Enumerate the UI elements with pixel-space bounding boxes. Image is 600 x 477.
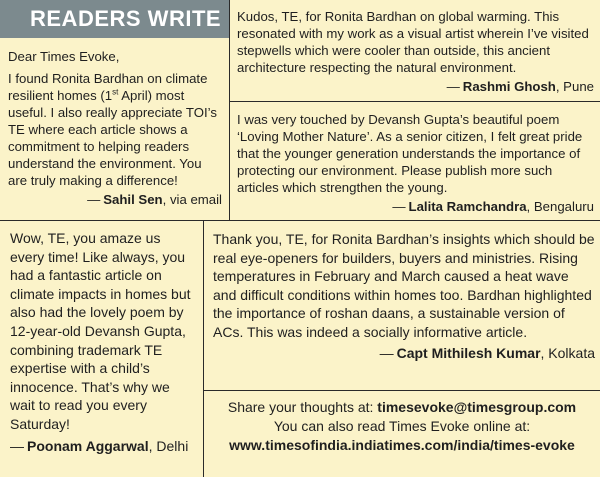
section-header xyxy=(0,0,229,38)
letter-body: Thank you, TE, for Ronita Bardhan’s insights which should be real eye-openers for builders, buyers and ministries. Rising temperatures in February and March caused a heat wave and difficult conditions within homes too. Bardhan highlighted the importance of roshan daans, a sustainable version of ACs. This was indeed a socially informative article. xyxy=(213,231,595,340)
column-divider-bottom xyxy=(203,220,204,477)
letter-mithilesh-kumar xyxy=(213,230,595,362)
share-line-email: Share your thoughts at: timesevoke@timesgroup.com xyxy=(227,399,577,415)
author-place: , via email xyxy=(162,192,222,207)
row-divider-top-right xyxy=(230,101,600,102)
author-name: Rashmi Ghosh xyxy=(462,79,556,94)
letter-signature: — Sahil Sen, via email xyxy=(87,192,222,207)
letter-lalita-ramchandra xyxy=(237,111,594,215)
letter-signature: — Rashmi Ghosh, Pune xyxy=(446,79,594,94)
letter-signature: — Lalita Ramchandra, Bengaluru xyxy=(392,199,594,214)
letter-body: I found Ronita Bardhan on climate resilient homes (1st April) most useful. I also really appreciate TOI’s TE where each article shows a commitment to helping readers understand the environment. You are truly making a difference! xyxy=(8,71,217,188)
letter-rashmi-ghosh xyxy=(237,8,594,95)
website-link[interactable]: www.timesofindia.indiatimes.com/india/times-evoke xyxy=(229,437,575,453)
author-place: , Bengaluru xyxy=(526,199,594,214)
share-line-url xyxy=(206,436,598,455)
author-name: Poonam Aggarwal xyxy=(27,437,149,454)
share-thoughts-box xyxy=(206,398,598,455)
letter-signature: — Capt Mithilesh Kumar, Kolkata xyxy=(379,344,595,361)
author-place: , Pune xyxy=(555,79,594,94)
letter-signature: — Poonam Aggarwal, Delhi xyxy=(10,437,189,454)
share-line-online: You can also read Times Evoke online at: xyxy=(273,418,531,434)
email-link[interactable]: timesevoke@timesgroup.com xyxy=(377,399,577,415)
letter-body: Wow, TE, you amaze us every time! Like always, you had a fantastic article on climate impacts in homes but also had the lovely poem by 12-year-old Devansh Gupta, combining trademark TE expertise with a child’s innocence. That’s why we wait to read you every Saturday! xyxy=(10,230,191,432)
author-place: , Delhi xyxy=(148,437,189,454)
author-place: , Kolkata xyxy=(540,344,595,361)
letter-salutation: Dear Times Evoke, xyxy=(8,49,120,64)
letter-poonam-aggarwal xyxy=(10,229,198,455)
letter-body: I was very touched by Devansh Gupta’s beautiful poem ‘Loving Mother Nature’. As a senior citizen, I felt great pride that the younger generation understands the importance of protecting our environment. Please publish more such articles which strengthen the young. xyxy=(237,112,583,195)
row-divider-middle xyxy=(0,220,600,221)
author-name: Lalita Ramchandra xyxy=(408,199,527,214)
author-name: Capt Mithilesh Kumar xyxy=(396,344,541,361)
letter-sahil-sen xyxy=(8,48,222,208)
author-name: Sahil Sen xyxy=(103,192,163,207)
section-title: READERS WRITE xyxy=(30,6,222,31)
row-divider-bottom-right xyxy=(204,390,600,391)
column-divider-top xyxy=(229,0,230,220)
letter-body: Kudos, TE, for Ronita Bardhan on global warming. This resonated with my work as a visual artist wherein I’ve visited stepwells which were cooler than outside, this ancient architecture respecting the natural environment. xyxy=(237,9,589,75)
